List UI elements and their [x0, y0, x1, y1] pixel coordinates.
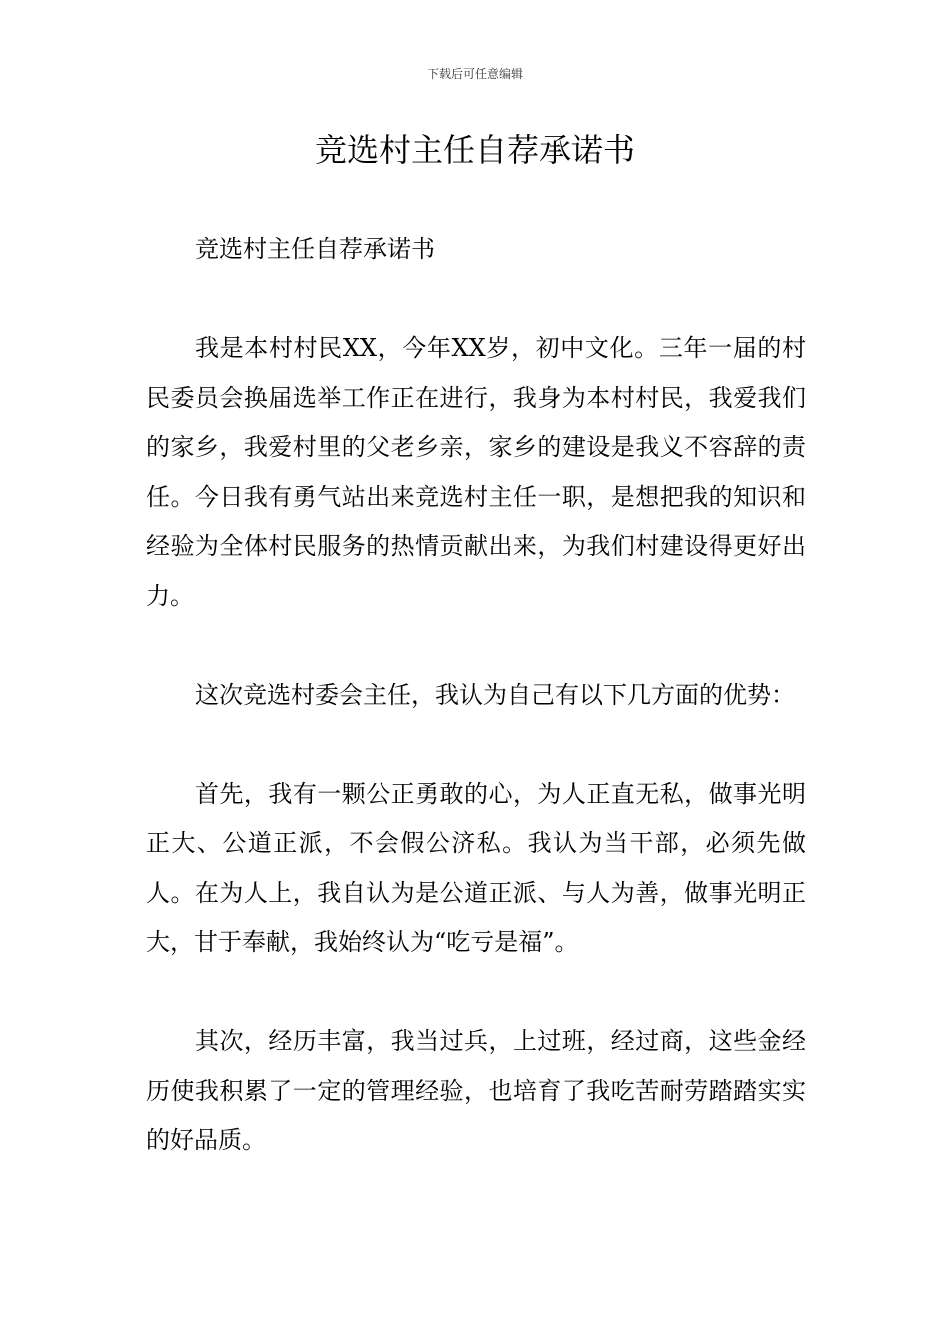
paragraph-first-advantage: 首先，我有一颗公正勇敢的心，为人正直无私，做事光明正大、公道正派，不会假公济私。我认为当干部，必须先做人。在为人上，我自认为是公道正派、与人为善，做事光明正大，甘于奉献，我始终认为“吃亏是福”。 [146, 779, 806, 956]
header-note: 下载后可任意编辑 [426, 67, 523, 81]
paragraph-advantages-intro: 这次竞选村委会主任，我认为自己有以下几方面的优势： [195, 680, 795, 709]
document-title: 竞选村主任自荐承诺书 [314, 131, 635, 169]
paragraph-second-advantage: 其次，经历丰富，我当过兵，上过班，经过商，这些金经历使我积累了一定的管理经验，也培育了我吃苦耐劳踏踏实实的好品质。 [146, 1027, 806, 1154]
document-body [146, 225, 806, 1166]
paragraph-introduction: 我是本村村民XX，今年XX岁，初中文化。三年一届的村民委员会换届选举工作正在进行，我身为本村村民，我爱我们的家乡，我爱村里的父老乡亲，家乡的建设是我义不容辞的责任。今日我有勇气站出来竞选村主任一职，是想把我的知识和经验为全体村民服务的热情贡献出来，为我们村建设得更好出力。 [146, 334, 806, 610]
paragraph-subtitle: 竞选村主任自荐承诺书 [195, 235, 435, 263]
